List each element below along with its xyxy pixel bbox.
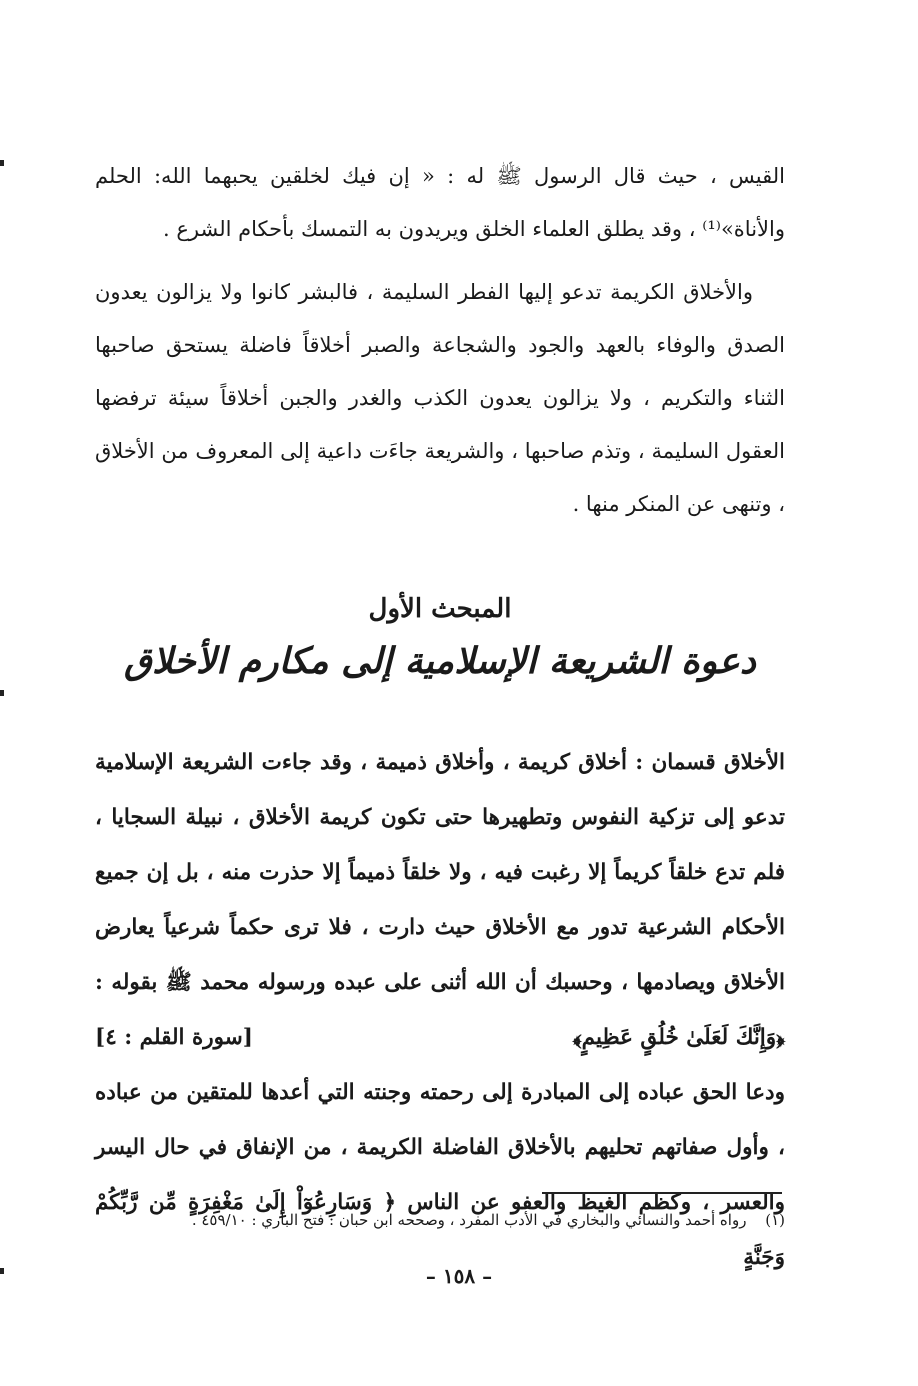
quran-verse: ﴿وَإِنَّكَ لَعَلَىٰ خُلُقٍ عَظِيمٍ﴾ <box>572 1025 785 1050</box>
section-title: دعوة الشريعة الإسلامية إلى مكارم الأخلاق <box>124 640 756 682</box>
quran-verse: ﴿ وَسَارِعُوٓاْ إِلَىٰ مَغْفِرَةٍ مِّن رَّبِّكُمْ وَجَنَّةٍ <box>95 1190 785 1270</box>
scan-edge-mark <box>0 690 4 696</box>
paragraph-call-to-paradise <box>95 1065 785 1285</box>
footnote-number: (١) <box>765 1211 785 1229</box>
section-body <box>95 735 785 1285</box>
section-heading <box>95 589 785 689</box>
scan-edge-mark <box>0 160 4 166</box>
section-label: المبحث الأول <box>368 594 512 624</box>
surah-reference: [سورة القلم : ٤] <box>95 1025 253 1050</box>
page-number: – ١٥٨ – <box>425 1264 493 1288</box>
page-body <box>95 150 785 1285</box>
footnote <box>95 1208 785 1232</box>
paragraph-two-kinds <box>95 735 785 1065</box>
paragraph-text: ودعا الحق عباده إلى المبادرة إلى رحمته وجنته التي أعدها للمتقين من عباده ، وأول صفاتهم تحليهم بالأخلاق الفاضلة الكريمة ، من الإنفاق في حال اليسر والعسر ، وكظم الغيظ والعفو عن الناس <box>95 1080 785 1215</box>
paragraph-continuation: القيس ، حيث قال الرسول ﷺ له : « إن فيك لخلقين يحبهما الله: الحلم والأناة»⁽¹⁾ ، وقد يطلق العلماء الخلق ويريدون به التمسك بأحكام الشرع . <box>95 164 785 241</box>
footnote-divider <box>542 1192 782 1194</box>
footnote-text: رواه أحمد والنسائي والبخاري في الأدب المفرد ، وصححه ابن حبان : فتح الباري : ٤٥٩/١٠ . <box>191 1211 747 1229</box>
paragraph-text: الأخلاق قسمان : أخلاق كريمة ، وأخلاق ذميمة ، وقد جاءت الشريعة الإسلامية تدعو إلى تزكية النفوس وتطهيرها حتى تكون كريمة الأخلاق ، نبيلة السجايا ، فلم تدع خلقاً كريماً إلا رغبت فيه ، ولا خلقاً ذميماً إلا حذرت منه ، بل إن جميع الأحكام الشرعية تدور مع الأخلاق حيث دارت ، فلا ترى حكماً شرعياً يعارض الأخلاق ويصادمها ، وحسبك أن الله أثنى على عبده ورسوله محمد ﷺ بقوله : <box>95 750 785 995</box>
paragraph-natural-morals: والأخلاق الكريمة تدعو إليها الفطر السليمة ، فالبشر كانوا ولا يزالون يعدون الصدق والوفاء بالعهد والجود والشجاعة والصبر أخلاقاً فاضلة يستحق صاحبها الثناء والتكريم ، ولا يزالون يعدون الكذب والغدر والجبن أخلاقاً سيئة ترفضها العقول السليمة ، وتذم صاحبها ، والشريعة جاءَت داعية إلى المعروف من الأخلاق ، وتنهى عن المنكر منها . <box>95 280 785 516</box>
